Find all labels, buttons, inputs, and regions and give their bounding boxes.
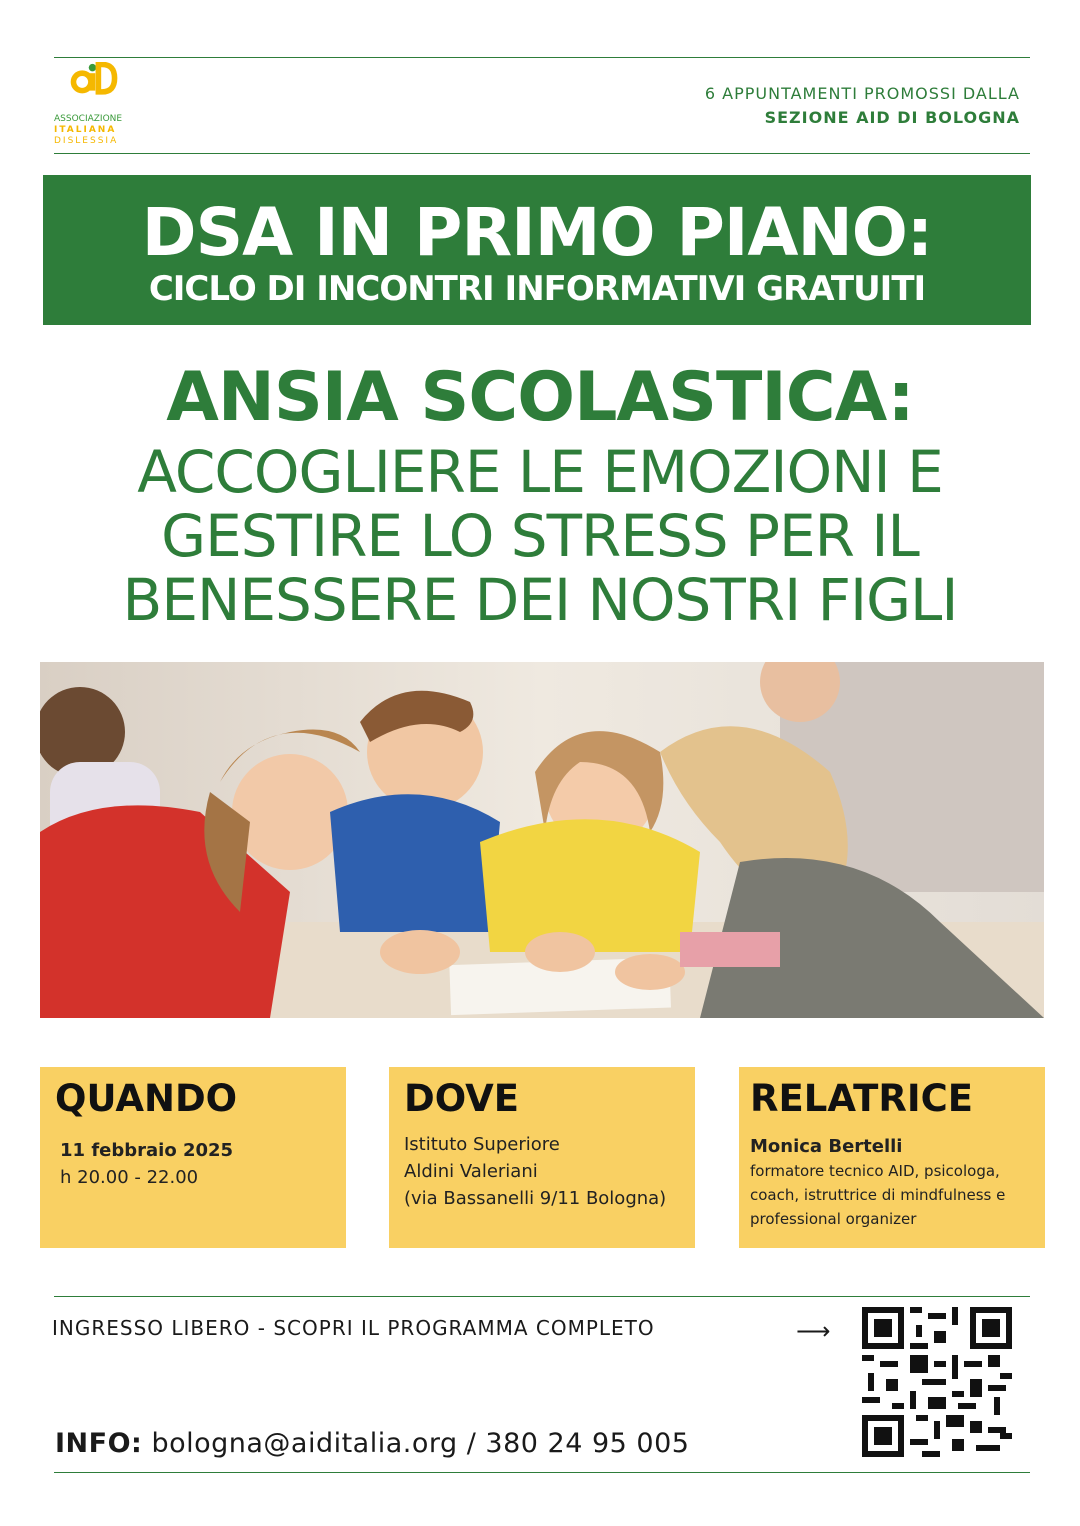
venue-line-1: Istituto Superiore: [404, 1134, 560, 1155]
event-subtitle: [0, 440, 1080, 632]
event-title: ANSIA SCOLASTICA:: [166, 358, 914, 437]
when-box: [40, 1067, 346, 1248]
promo-line-2: SEZIONE AID DI BOLOGNA: [764, 108, 1020, 127]
contact-info: [55, 1428, 689, 1459]
event-time: h 20.00 - 22.00: [60, 1167, 199, 1188]
speaker-desc-1: formatore tecnico AID, psicologa,: [750, 1162, 1000, 1180]
event-date: 11 febbraio 2025: [60, 1140, 234, 1161]
footer-rule-top: [54, 1296, 1030, 1297]
when-heading: QUANDO: [55, 1077, 238, 1120]
title-banner: [43, 175, 1031, 325]
info-label: INFO:: [55, 1428, 143, 1459]
speaker-body: [750, 1135, 1005, 1231]
speaker-box: [739, 1067, 1045, 1248]
when-body: [60, 1137, 233, 1191]
banner-title: DSA IN PRIMO PIANO:: [141, 194, 933, 271]
promo-line-1: 6 APPUNTAMENTI PROMOSSI DALLA: [704, 84, 1020, 103]
children-photo: [40, 662, 1044, 1018]
where-heading: DOVE: [404, 1077, 520, 1120]
event-subtitle-line-1: ACCOGLIERE LE EMOZIONI E: [137, 438, 943, 506]
footer-rule-bottom: [54, 1472, 1030, 1473]
logo-line-2: ITALIANA: [54, 125, 117, 135]
qr-code[interactable]: [862, 1307, 1012, 1457]
banner-subtitle: CICLO DI INCONTRI INFORMATIVI GRATUITI: [148, 269, 926, 309]
venue-line-2: Aldini Valeriani: [404, 1161, 538, 1182]
where-body: [404, 1131, 666, 1212]
header-rule: [54, 153, 1030, 154]
speaker-heading: RELATRICE: [750, 1077, 974, 1120]
top-rule: [54, 57, 1030, 58]
info-contact[interactable]: bologna@aiditalia.org / 380 24 95 005: [151, 1428, 690, 1459]
program-cta[interactable]: INGRESSO LIBERO - SCOPRI IL PROGRAMMA COMPLETO: [52, 1316, 655, 1340]
logo-text: [54, 114, 122, 147]
speaker-desc-2: coach, istruttrice di mindfulness e: [750, 1186, 1006, 1204]
event-subtitle-line-3: BENESSERE DEI NOSTRI FIGLI: [122, 566, 958, 634]
logo-line-1: ASSOCIAZIONE: [54, 114, 123, 124]
speaker-desc-3: professional organizer: [750, 1210, 917, 1228]
arrow-right-icon: ⟶: [796, 1317, 831, 1345]
event-subtitle-line-2: GESTIRE LO STRESS PER IL: [161, 502, 919, 570]
promo-text: [705, 82, 1020, 130]
speaker-name: Monica Bertelli: [750, 1136, 903, 1157]
logo-line-3: DISLESSIA: [54, 136, 119, 146]
aid-logo: [54, 62, 144, 118]
venue-line-3: (via Bassanelli 9/11 Bologna): [404, 1188, 667, 1209]
where-box: [389, 1067, 695, 1248]
